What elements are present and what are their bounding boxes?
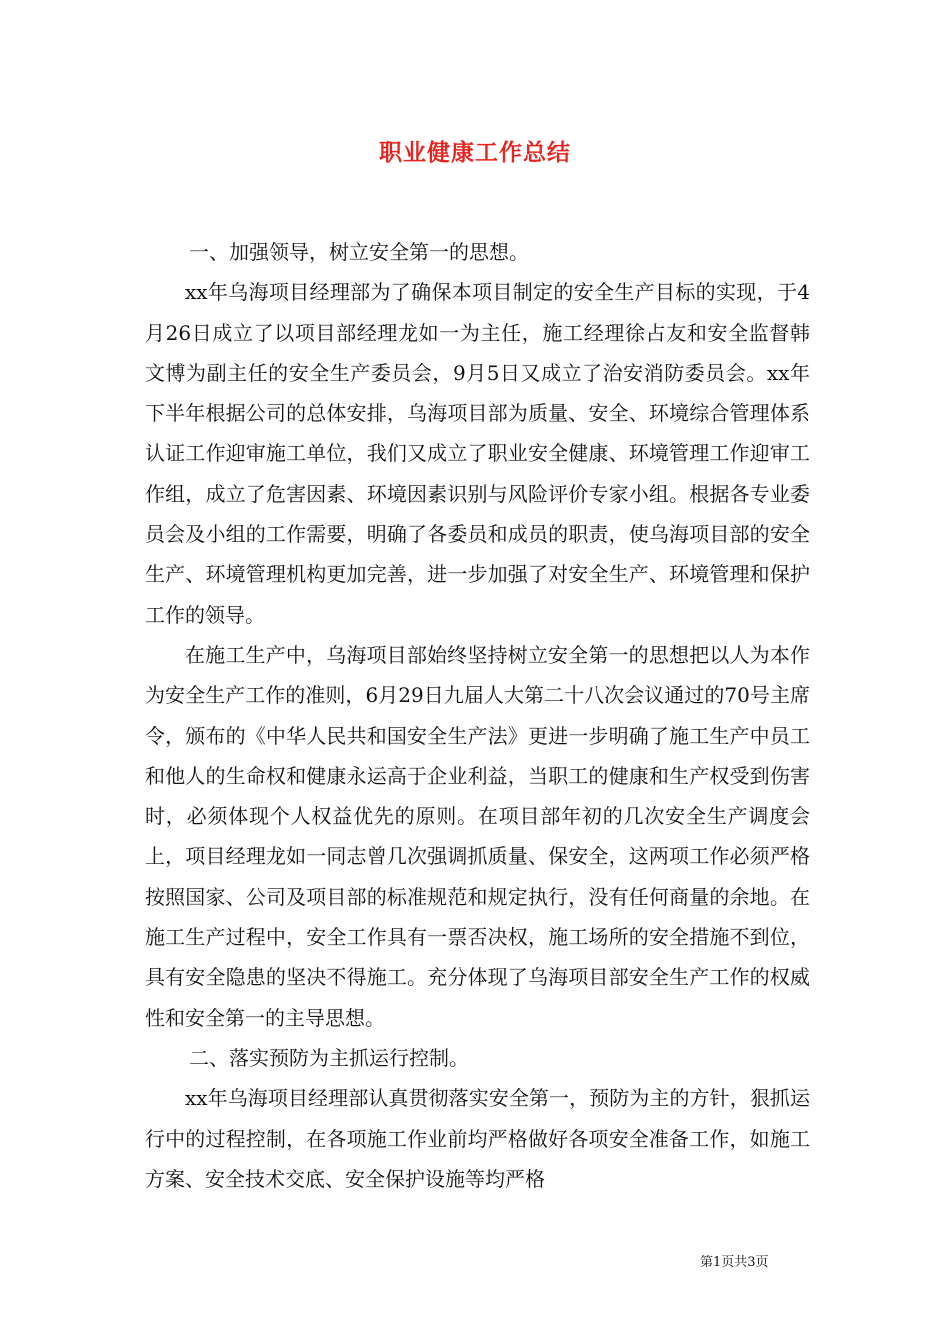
- document-title: 职业健康工作总结: [379, 139, 571, 166]
- page-number-footer: 第1页共3页: [700, 1255, 769, 1270]
- section-heading-1: 一、加强领导，树立安全第一的思想。: [189, 240, 529, 264]
- paragraph-3: xx年乌海项目经理部认真贯彻落实安全第一，预防为主的方针，狠抓运行中的过程控制，在各项施工作业前均严格做好各项安全准备工作，如施工方案、安全技术交底、安全保护设施等均严格: [145, 1086, 810, 1191]
- section-heading-2: 二、落实预防为主抓运行控制。: [189, 1045, 469, 1070]
- document-body: [145, 232, 810, 1199]
- paragraph-1: xx年乌海项目经理部为了确保本项目制定的安全生产目标的实现，于4月26日成立了以项目部经理龙如一为主任，施工经理徐占友和安全监督韩文博为副主任的安全生产委员会，9月5日又成立了治安消防委员会。xx年下半年根据公司的总体安排，乌海项目部为质量、安全、环境综合管理体系认证工作迎审施工单位，我们又成立了职业安全健康、环境管理工作迎审工作组，成立了危害因素、环境因素识别与风险评价专家小组。根据各专业委员会及小组的工作需要，明确了各委员和成员的职责，使乌海项目部的安全生产、环境管理机构更加完善，进一步加强了对安全生产、环境管理和保护工作的领导。: [145, 280, 810, 627]
- paragraph-2: 在施工生产中，乌海项目部始终坚持树立安全第一的思想把以人为本作为安全生产工作的准则，6月29日九届人大第二十八次会议通过的70号主席令，颁布的《中华人民共和国安全生产法》更进一步明确了施工生产中员工和他人的生命权和健康永运高于企业利益，当职工的健康和生产权受到伤害时，必须体现个人权益优先的原则。在项目部年初的几次安全生产调度会上，项目经理龙如一同志曾几次强调抓质量、保安全，这两项工作必须严格按照国家、公司及项目部的标准规范和规定执行，没有任何商量的余地。在施工生产过程中，安全工作具有一票否决权，施工场所的安全措施不到位，具有安全隐患的坚决不得施工。充分体现了乌海项目部安全生产工作的权威性和安全第一的主导思想。: [145, 642, 810, 1030]
